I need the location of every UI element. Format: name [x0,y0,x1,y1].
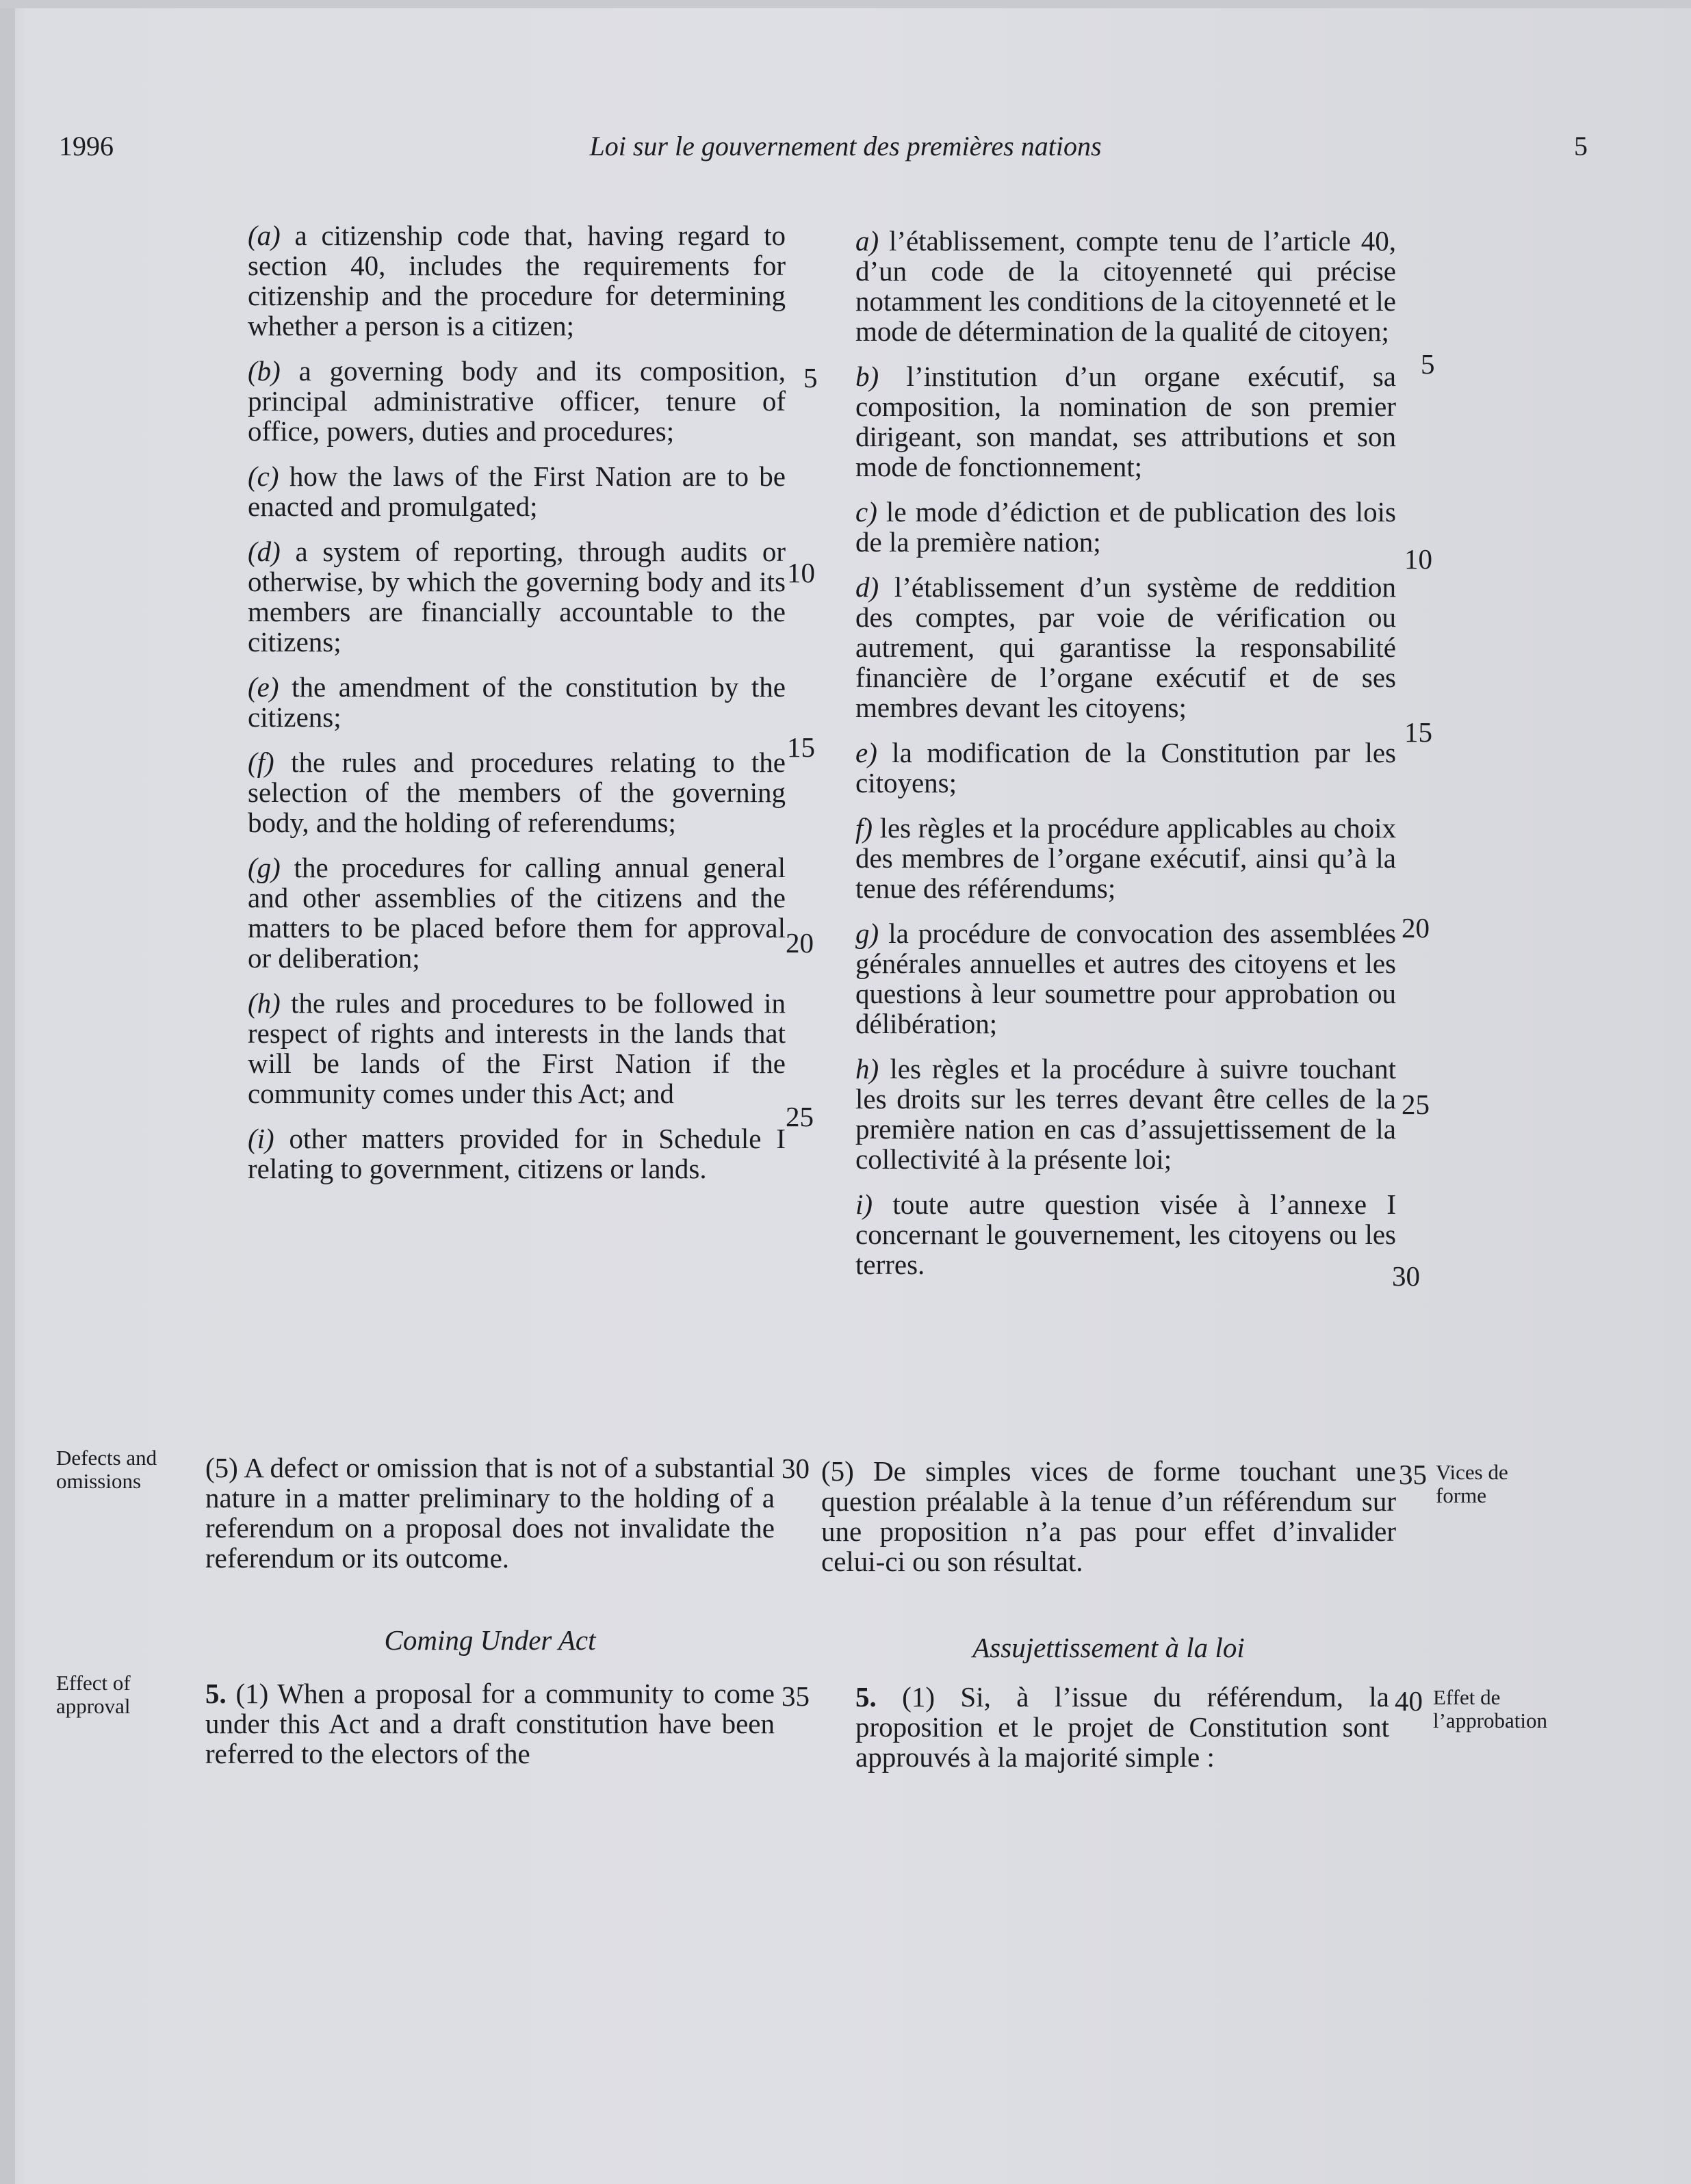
english-enumerated-list [248,220,786,1199]
item-letter: (h) [248,987,281,1019]
item-text: other matters provided for in Schedule I relating to government, citizens or lands. [248,1123,786,1184]
list-item [855,497,1396,557]
french-section-5 [855,1682,1389,1772]
item-text: les règles et la procédure à suivre touchant les droits sur les terres devant être celles de la première nation en cas d’assujettissement de la collectivité à la présente loi; [855,1053,1396,1175]
section-text [205,1678,775,1769]
item-letter: a) [855,225,879,257]
list-item [855,918,1396,1039]
item-text: le mode d’édiction et de publication des lois de la première nation; [855,496,1396,558]
running-header-title: Loi sur le gouvernement des premières nations [589,131,1102,161]
list-item [855,1189,1396,1279]
item-letter: h) [855,1053,879,1084]
line-number: 25 [1402,1089,1430,1120]
french-enumerated-list [855,226,1396,1295]
item-text: l’établissement, compte tenu de l’article 40, d’un code de la citoyenneté qui précise notamment les conditions de la citoyenneté et le mode de détermination de la qualité de citoyen; [855,225,1396,347]
line-number: 25 [786,1101,814,1132]
english-section-5 [205,1678,775,1769]
item-text: a governing body and its composition, principal administrative officer, tenure of office, powers, duties and procedures; [248,355,786,447]
item-text: les règles et la procédure applicables au choix des membres de l’organe exécutif, ainsi qu’à la tenue des référendums; [855,812,1396,904]
list-item [248,1123,786,1184]
item-text: the procedures for calling annual general and other assemblies of the citizens and the matters to be placed before them for approval or deliberation; [248,852,786,974]
line-number: 30 [1392,1260,1420,1292]
item-letter: i) [855,1188,873,1220]
item-text: a citizenship code that, having regard to section 40, includes the requirements for citizenship and the procedure for determining whether a person is a citizen; [248,220,786,341]
item-letter: e) [855,737,877,768]
item-text: the amendment of the constitution by the citizens; [248,671,786,733]
line-number: 15 [1404,716,1432,748]
list-item [855,572,1396,723]
section-number: 5. [205,1678,227,1709]
english-section-heading: Coming Under Act [384,1624,596,1656]
section-text [855,1682,1389,1772]
item-text: the rules and procedures relating to the selection of the members of the governing body, and the holding of referendums; [248,746,786,838]
marginal-note-defects: Defects and omissions [56,1446,157,1493]
list-item [248,220,786,341]
marginal-note-effet: Effet de l’approbation [1433,1685,1548,1732]
list-item [248,747,786,837]
item-text: how the laws of the First Nation are to be enacted and promulgated; [248,460,786,522]
section-number: 5. [855,1681,877,1713]
item-letter: (d) [248,536,281,567]
list-item [248,356,786,446]
line-number: 5 [803,362,818,393]
line-number: 5 [1421,348,1435,380]
item-letter: c) [855,496,877,528]
list-item [855,1054,1396,1174]
list-item [855,738,1396,798]
line-number: 15 [787,731,815,763]
line-number: 10 [787,557,815,588]
line-number: 30 [782,1453,810,1484]
french-subsection-vices [821,1456,1396,1576]
line-number: 40 [1395,1685,1423,1717]
section-body: (1) When a proposal for a community to come under this Act and a draft constitution have been referred to the electors of the [205,1678,775,1769]
marginal-note-effect-of-approval: Effect of approval [56,1671,131,1718]
item-text: la modification de la Constitution par les citoyens; [855,737,1396,798]
item-text: a system of reporting, through audits or otherwise, by which the governing body and its members are financially accountable to the citizens; [248,536,786,658]
scan-top-edge [0,0,1691,8]
list-item [855,226,1396,346]
item-letter: d) [855,571,879,603]
item-letter: b) [855,361,879,392]
list-item [855,813,1396,903]
list-item [248,536,786,657]
list-item [248,853,786,973]
line-number: 20 [1402,912,1430,944]
item-letter: (e) [248,671,279,703]
item-letter: f) [855,812,873,844]
item-letter: (c) [248,460,279,492]
item-letter: (g) [248,852,281,883]
running-header-year: 1996 [59,131,114,161]
item-text: toute autre question visée à l’annexe I concernant le gouvernement, les citoyens ou les terres. [855,1188,1396,1280]
item-text: la procédure de convocation des assemblées générales annuelles et autres des citoyens et les questions à leur soumettre pour approbation ou délibération; [855,918,1396,1039]
item-letter: (b) [248,355,281,387]
marginal-note-vices: Vices de forme [1436,1460,1508,1507]
section-body: (1) Si, à l’issue du référendum, la proposition et le projet de Constitution sont approuvés à la majorité simple : [855,1681,1389,1773]
page-number: 5 [1574,131,1588,161]
list-item [855,361,1396,482]
english-subsection-defects [205,1453,775,1573]
line-number: 10 [1404,543,1432,575]
item-letter: g) [855,918,879,949]
list-item [248,461,786,521]
line-number: 35 [782,1680,810,1712]
list-item [248,672,786,732]
list-item [248,988,786,1108]
subsection-text: (5) De simples vices de forme touchant une question préalable à la tenue d’un référendum sur une proposition n’a pas pour effet d’invalider celui-ci ou son résultat. [821,1455,1396,1577]
item-letter: (a) [248,220,281,251]
item-text: the rules and procedures to be followed in respect of rights and interests in the lands that will be lands of the First Nation if the community comes under this Act; and [248,987,786,1109]
subsection-text: (5) A defect or omission that is not of a substantial nature in a matter preliminary to the holding of a referendum on a proposal does not invalidate the referendum or its outcome. [205,1452,775,1574]
item-text: l’établissement d’un système de reddition des comptes, par voie de vérification ou autrement, qui garantisse la responsabilité financière de l’organe exécutif et de ses membres devant les citoyens; [855,571,1396,723]
item-text: l’institution d’un organe exécutif, sa composition, la nomination de son premier dirigeant, son mandat, ses attributions et son mode de fonctionnement; [855,361,1396,482]
french-section-heading: Assujettissement à la loi [972,1632,1245,1663]
item-letter: (i) [248,1123,274,1154]
line-number: 20 [786,927,814,959]
item-letter: (f) [248,746,274,778]
line-number: 35 [1399,1459,1427,1490]
scan-left-edge [0,0,15,2184]
